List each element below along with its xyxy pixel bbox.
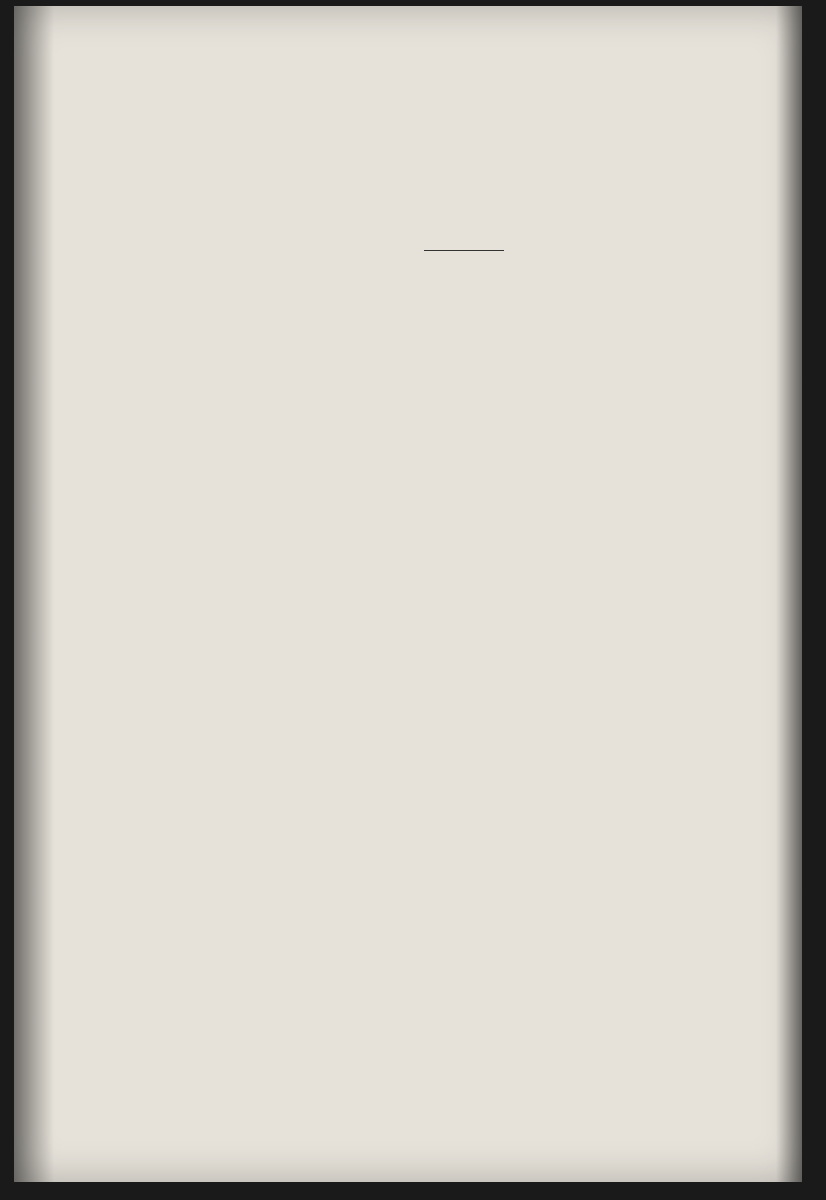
page-spine-shadow bbox=[14, 6, 54, 1182]
section-divider bbox=[424, 250, 504, 251]
book-page bbox=[14, 6, 802, 1182]
page-edge-shadow bbox=[776, 6, 802, 1182]
